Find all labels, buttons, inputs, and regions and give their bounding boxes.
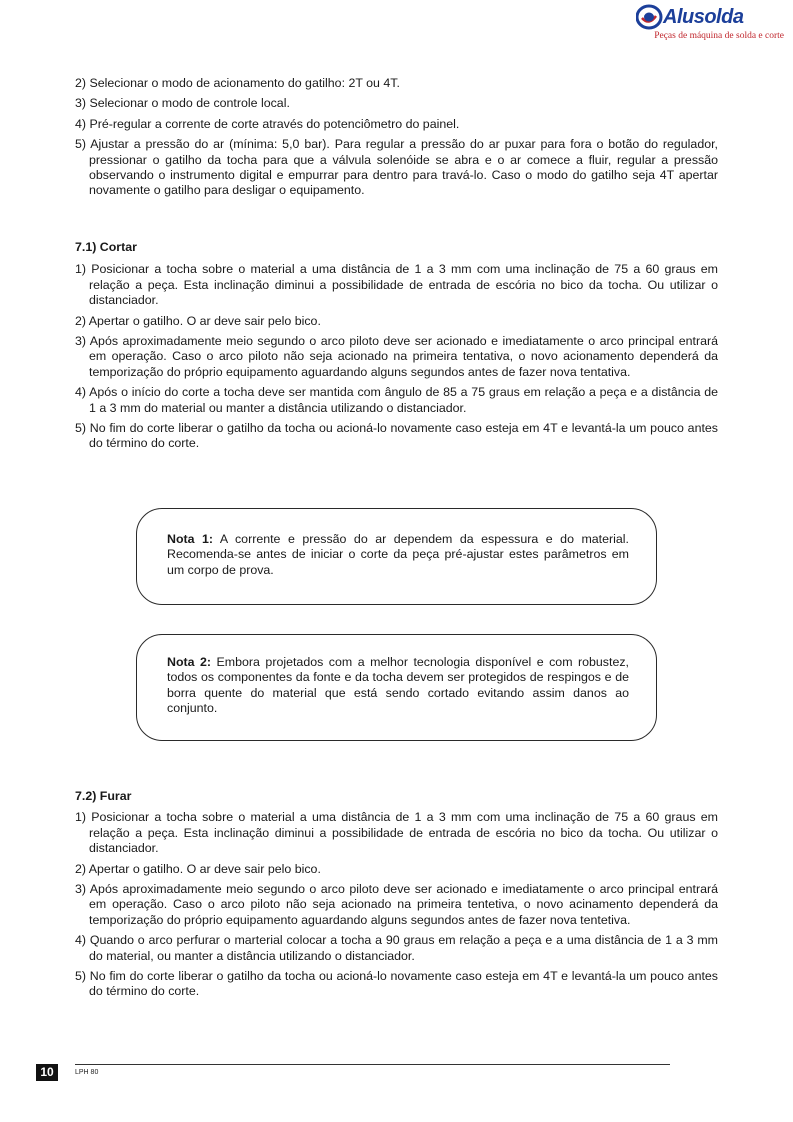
list-item: 2) Apertar o gatilho. O ar deve sair pelo bico. [75, 313, 321, 328]
list-item: 2) Selecionar o modo de acionamento do gatilho: 2T ou 4T. [75, 76, 400, 90]
list-item: 3) Após aproximadamente meio segundo o arco piloto deve ser acionado e imediatamente o arco principal entrará em operação. Caso o arco piloto não seja acionado na primeira tentativa, o novo acionamento dependerá da temporização do próprio equipamento aguardando alguns segundos antes de fazer nova tentativa. [75, 334, 718, 379]
section-cortar [75, 240, 718, 457]
brand-logo [636, 4, 786, 44]
note-label: Nota 1: [167, 532, 214, 546]
note-label: Nota 2: [167, 655, 212, 669]
section-title: 7.1) Cortar [75, 240, 137, 254]
alusolda-logo-icon [636, 4, 664, 32]
document-code: LPH 80 [75, 1069, 99, 1076]
list-item: 5) No fim do corte liberar o gatilho da tocha ou acioná-lo novamente caso esteja em 4T e levantá-la um pouco antes do término do corte. [75, 421, 718, 451]
intro-steps [75, 76, 718, 204]
page-number: 10 [36, 1064, 58, 1081]
note-box-2 [136, 634, 657, 741]
list-item: 4) Após o início do corte a tocha deve ser mantida com ângulo de 85 a 75 graus em relação a peça e a distância de 1 a 3 mm do material ou manter a distância utilizando o distanciador. [75, 385, 718, 415]
list-item: 5) Ajustar a pressão do ar (mínima: 5,0 bar). Para regular a pressão do ar puxar para fora o botão do regulador, pressionar o gatilho da tocha para que a válvula solenóide se abra e o ar comece a fluir, regular a pressão observando o instrumento digital e empurrar para dentro para travá-lo. Caso o modo do gatilho seja 4T apertar novamente o gatilho para desligar o equipamento. [75, 137, 718, 198]
list-item: 2) Apertar o gatilho. O ar deve sair pelo bico. [75, 861, 321, 876]
note-text: Embora projetados com a melhor tecnologia disponível e com robustez, todos os componentes da fonte e da tocha devem ser protegidos de respingos e de borra quente do material que está sendo cortado evitando assim danos ao conjunto. [167, 655, 629, 716]
section-title: 7.2) Furar [75, 789, 132, 803]
note-text: A corrente e pressão do ar dependem da espessura e do material. Recomenda-se antes de iniciar o corte da peça pré-ajustar estes parâmetros em um corpo de prova. [167, 532, 629, 577]
section-furar [75, 789, 718, 1005]
brand-name: Alusolda [663, 6, 744, 28]
footer-divider [75, 1064, 670, 1065]
list-item: 3) Selecionar o modo de controle local. [75, 96, 290, 111]
note-box-1 [136, 508, 657, 605]
list-item: 3) Após aproximadamente meio segundo o arco piloto deve ser acionado e imediatamente o arco principal entrará em operação. Caso o arco piloto não seja acionado na primeira tentetiva, o novo acinamento dependerá da temporização do próprio equipamento aguardando alguns segundos antes de fazer nova tentetiva. [75, 882, 718, 927]
list-item: 4) Quando o arco perfurar o marterial colocar a tocha a 90 graus em relação a peça e a uma distância de 1 a 3 mm do material, ou manter a distância utilizando o distanciador. [75, 933, 718, 963]
list-item: 1) Posicionar a tocha sobre o material a uma distância de 1 a 3 mm com uma inclinação de 75 a 60 graus em relação a peça. Esta inclinação diminui a possibilidade de entrada de escória no bico da tocha. Ou utilizar o distanciador. [75, 810, 718, 856]
list-item: 4) Pré-regular a corrente de corte através do potenciômetro do painel. [75, 116, 460, 131]
list-item: 5) No fim do corte liberar o gatilho da tocha ou acioná-lo novamente caso esteja em 4T e levantá-la um pouco antes do término do corte. [75, 969, 718, 999]
brand-tagline: Peças de máquina de solda e corte [654, 31, 784, 41]
list-item: 1) Posicionar a tocha sobre o material a uma distância de 1 a 3 mm com uma inclinação de 75 a 60 graus em relação a peça. Esta inclinação diminui a possibilidade de entrada de escória no bico da tocha. Ou utilizar o distanciador. [75, 262, 718, 308]
